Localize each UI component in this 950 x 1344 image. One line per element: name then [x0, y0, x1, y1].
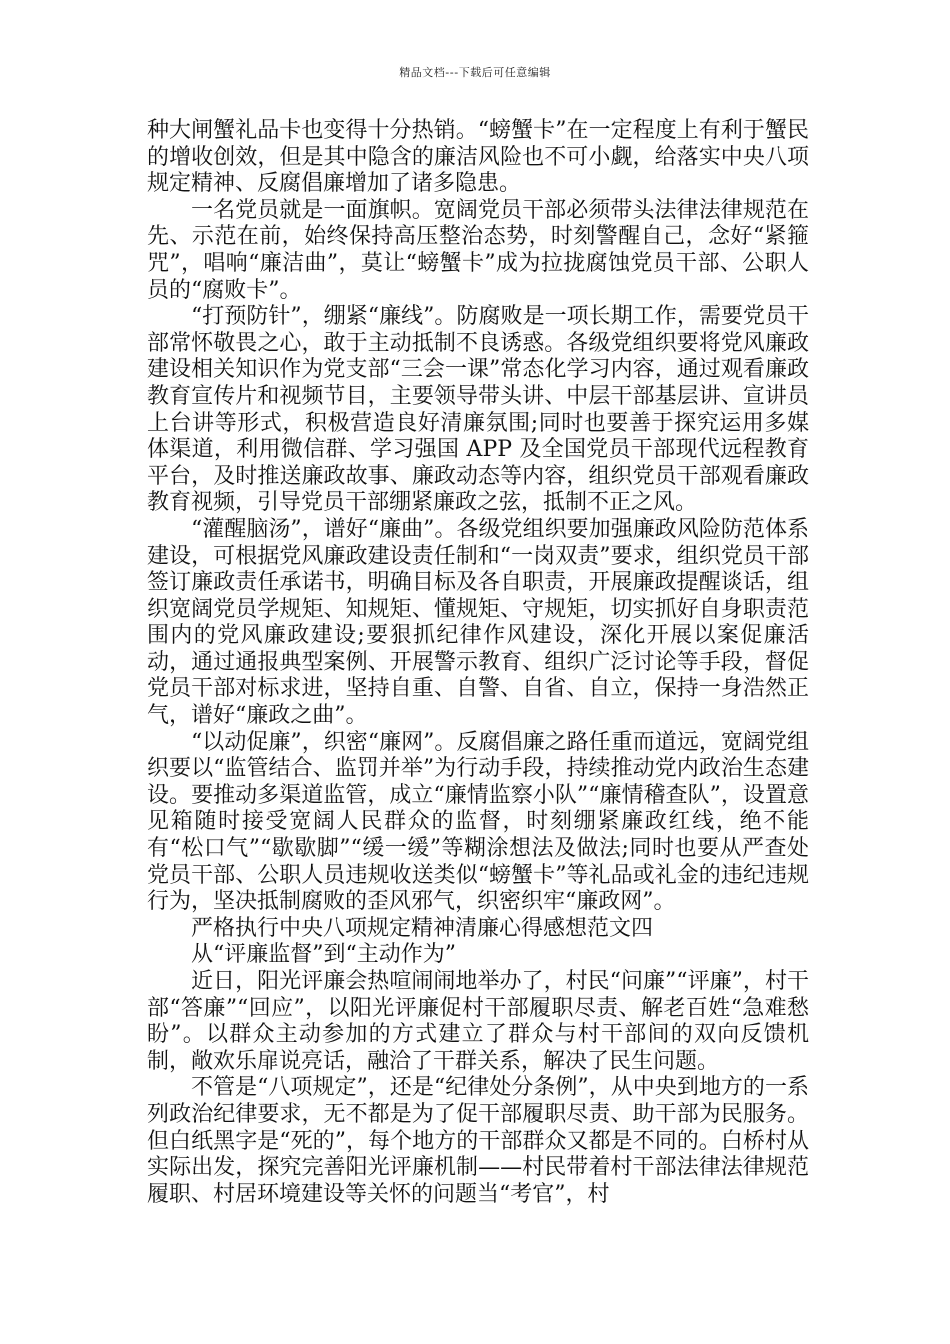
- paragraph-6: 近日，阳光评廉会热喧闹闹地举办了，村民“问廉”“评廉”，村干部“答廉”“回应”，以阳光评廉促村干部履职尽责、解老百姓“急难愁盼”。以群众主动参加的方式建立了群众与村干部间的双向反馈机制，敞欢乐扉说亮话，融洽了干群关系，解决了民生问题。: [147, 969, 809, 1074]
- page-header: 精品文档---下载后可任意编辑: [399, 66, 551, 79]
- paragraph-4: “灌醒脑汤”，谱好“廉曲”。各级党组织要加强廉政风险防范体系建设，可根据党风廉政建设责任制和“一岗双责”要求，组织党员干部签订廉政责任承诺书，明确目标及各自职责，开展廉政提醒谈话，组织宽阔党员学规矩、知规矩、懂规矩、守规矩，切实抓好自身职责范围内的党风廉政建设;要狠抓纪律作风建设，深化开展以案促廉活动，通过通报典型案例、开展警示教育、组织广泛讨论等手段，督促党员干部对标求进，坚持自重、自警、自省、自立，保持一身浩然正气，谱好“廉政之曲”。: [147, 516, 809, 729]
- paragraph-1: 种大闸蟹礼品卡也变得十分热销。“螃蟹卡”在一定程度上有利于蟹民的增收创效，但是其中隐含的廉洁风险也不可小觑，给落实中央八项规定精神、反腐倡廉增加了诸多隐患。: [147, 118, 809, 197]
- paragraph-3: “打预防针”，绷紧“廉线”。防腐败是一项长期工作，需要党员干部常怀敬畏之心，敢于主动抵制不良诱惑。各级党组织要将党风廉政建设相关知识作为党支部“三会一课”常态化学习内容，通过观看廉政教育宣传片和视频节目，主要领导带头讲、中层干部基层讲、宣讲员上台讲等形式，积极营造良好清廉氛围;同时也要善于探究运用多媒体渠道，利用微信群、学习强国 APP 及全国党员干部现代远程教育平台，及时推送廉政故事、廉政动态等内容，组织党员干部观看廉政教育视频，引导党员干部绷紧廉政之弦，抵制不正之风。: [147, 304, 809, 516]
- section-title: 严格执行中央八项规定精神清廉心得感想范文四: [191, 915, 654, 941]
- paragraph-5: “以动促廉”，织密“廉网”。反腐倡廉之路任重而道远，宽阔党组织要以“监管结合、监罚并举”为行动手段，持续推动党内政治生态建设。要推动多渠道监管，成立“廉情监察小队”“廉情稽查队”，设置意见箱随时接受宽阔人民群众的监督，时刻绷紧廉政红线，绝不能有“松口气”“歇歇脚”“缓一缓”等糊涂想法及做法;同时也要从严查处党员干部、公职人员违规收送类似“螃蟹卡”等礼品或礼金的违纪违规行为，坚决抵制腐败的歪风邪气，织密织牢“廉政网”。: [147, 729, 809, 915]
- paragraph-7: 不管是“八项规定”，还是“纪律处分条例”，从中央到地方的一系列政治纪律要求，无不都是为了促干部履职尽责、助干部为民服务。但白纸黑字是“死的”，每个地方的干部群众又都是不同的。白桥村从实际出发，探究完善阳光评廉机制——村民带着村干部法律法律规范履职、村居环境建设等关怀的问题当“考官”，村: [147, 1075, 809, 1207]
- document-body: [147, 118, 809, 1208]
- section-subtitle: 从“评廉监督”到“主动作为”: [191, 942, 456, 968]
- paragraph-2: 一名党员就是一面旗帜。宽阔党员干部必须带头法律法律规范在先、示范在前，始终保持高压整治态势，时刻警醒自己，念好“紧箍咒”，唱响“廉洁曲”，莫让“螃蟹卡”成为拉拢腐蚀党员干部、公职人员的“腐败卡”。: [147, 197, 809, 303]
